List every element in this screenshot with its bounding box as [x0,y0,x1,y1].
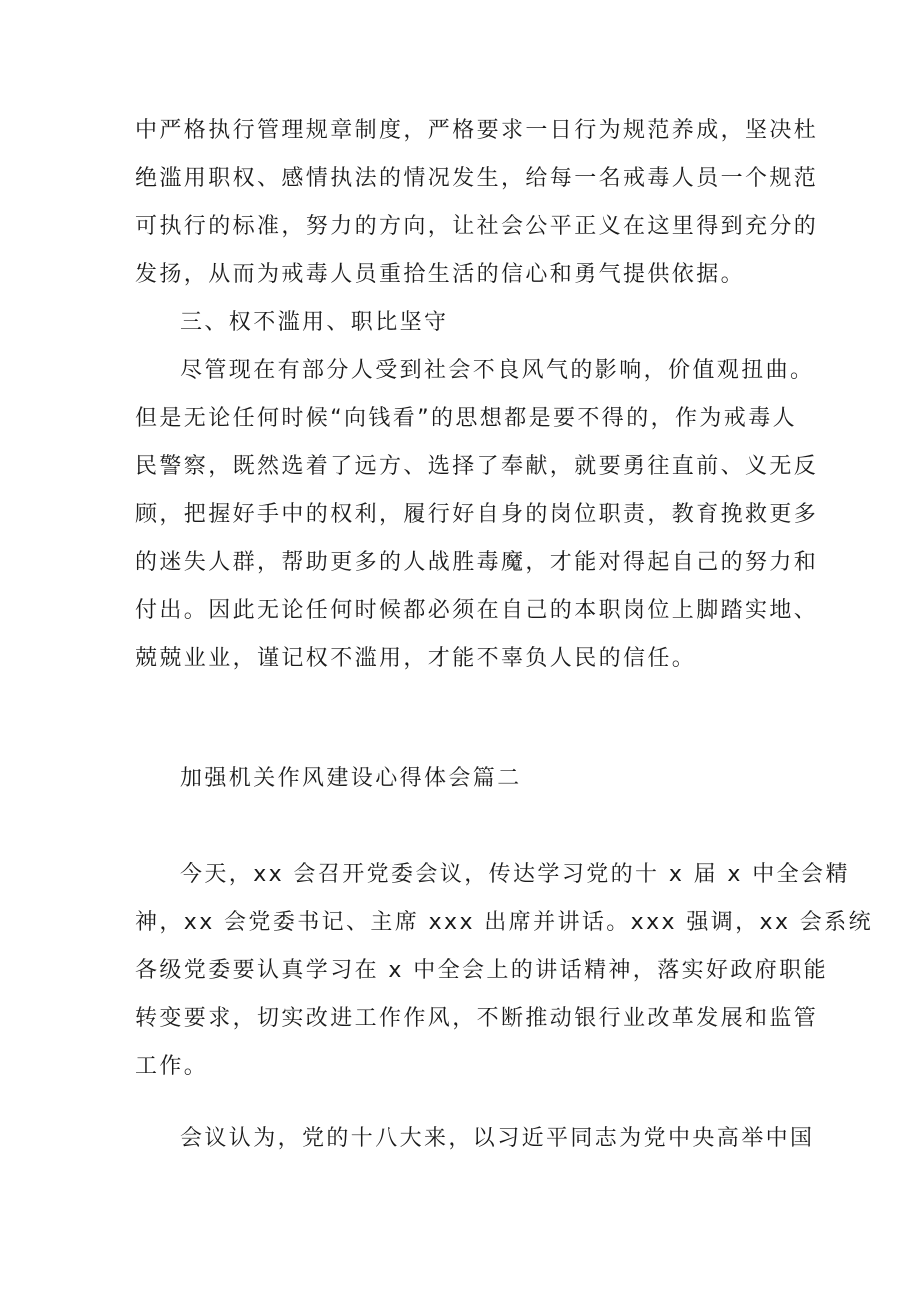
paragraph-2-line: 的迷失人群，帮助更多的人战胜毒魔，才能对得起自己的努力和 [135,550,819,575]
paragraph-2-line: 顾，把握好手中的权利，履行好自身的岗位职责，教育挽救更多 [135,502,819,527]
paragraph-1-line: 中严格执行管理规章制度，严格要求一日行为规范养成，坚决杜 [135,118,819,143]
paragraph-2-line: 民警察，既然选着了远方、选择了奉献，就要勇往直前、义无反 [135,454,819,479]
paragraph-4-line: 会议认为，党的十八大来，以习近平同志为党中央高举中国 [180,1126,815,1151]
paragraph-3-line: 今天，xx 会召开党委会议，传达学习党的十 x 届 x 中全会精 [180,862,850,887]
paragraph-1-line: 可执行的标准，努力的方向，让社会公平正义在这里得到充分的 [135,214,819,239]
section-heading: 三、权不滥用、职比坚守 [180,310,449,335]
paragraph-2-line: 但是无论任何时候“向钱看”的思想都是要不得的，作为戒毒人 [135,406,797,431]
paragraph-2-line: 尽管现在有部分人受到社会不良风气的影响，价值观扭曲。 [180,358,815,383]
paragraph-2-line: 付出。因此无论任何时候都必须在自己的本职岗位上脚踏实地、 [135,598,819,623]
paragraph-3-line: 神，xx 会党委书记、主席 xxx 出席并讲话。xxx 强调，xx 会系统 [135,910,873,935]
paragraph-3-line: 转变要求，切实改进工作作风，不断推动银行业改革发展和监管 [135,1006,819,1031]
paragraph-3-line: 工作。 [135,1054,209,1079]
paragraph-1-line: 发扬，从而为戒毒人员重拾生活的信心和勇气提供依据。 [135,262,746,287]
paragraph-1-line: 绝滥用职权、感情执法的情况发生，给每一名戒毒人员一个规范 [135,166,819,191]
paragraph-2-line: 兢兢业业，谨记权不滥用，才能不辜负人民的信任。 [135,646,697,671]
paragraph-3-line: 各级党委要认真学习在 x 中全会上的讲话精神，落实好政府职能 [135,958,829,983]
article-title: 加强机关作风建设心得体会篇二 [180,766,522,791]
